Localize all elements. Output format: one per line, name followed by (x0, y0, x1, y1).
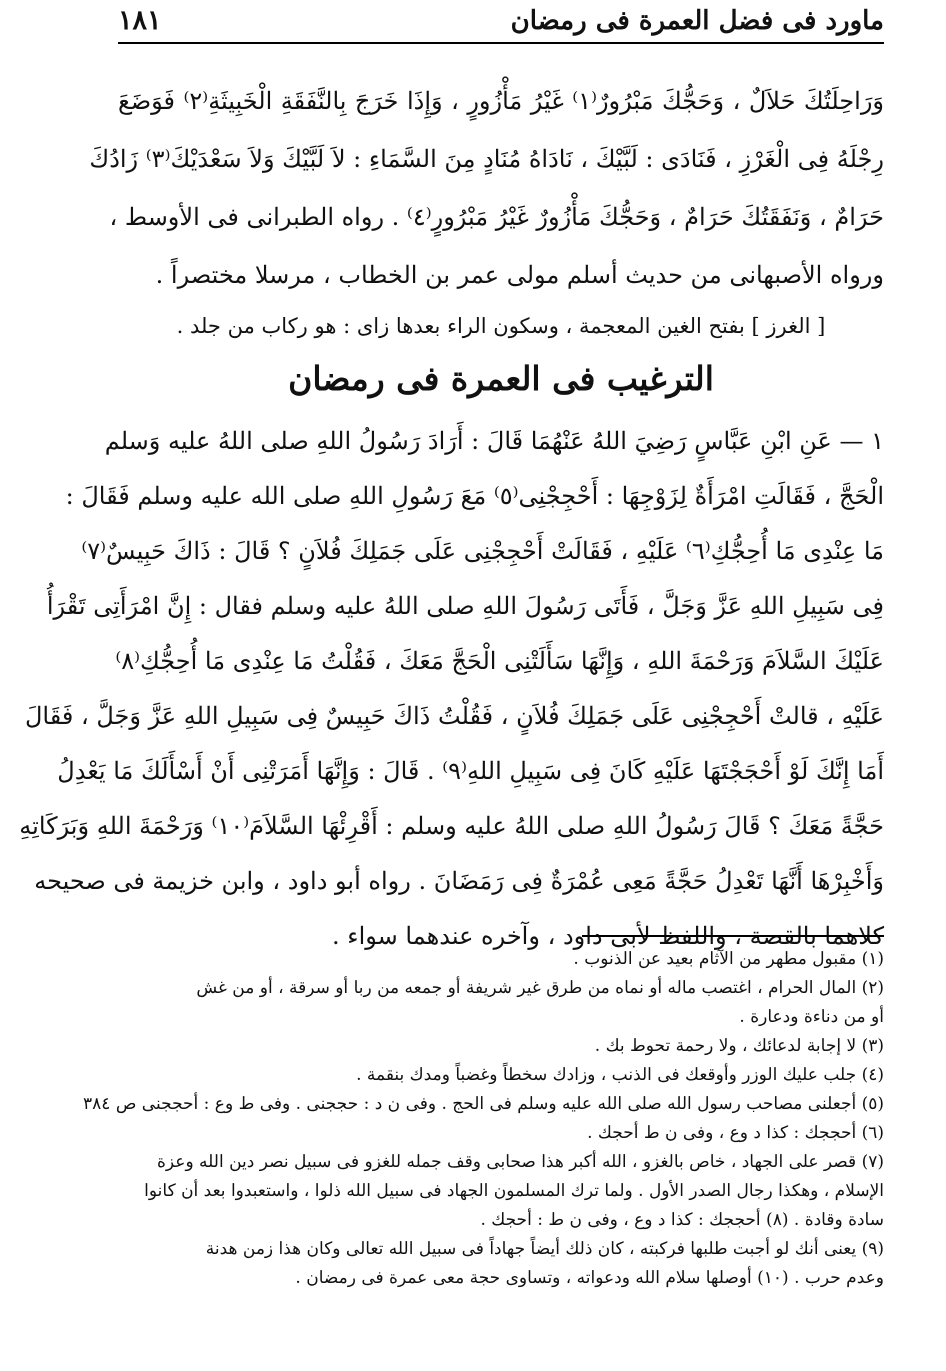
gloss-note: [ الغرز ] بفتح الغين المعجمة ، وسكون الراء بعدها زاى : هو ركاب من جلد . (176, 314, 826, 338)
footnote-line: (٤) جلب عليك الوزر وأوقعك فى الذنب ، وزادك سخطاً وغضباً ومدك بنقمة . (356, 1065, 884, 1085)
text-line: مَا عِنْدِى مَا أُحِجُّكِ⁽٦⁾ عَلَيْهِ ، فَقَالَتْ أَحْجِجْنِى عَلَى جَمَلِكَ فُلاَنٍ ؟ قَالَ : ذَاكَ حَبِيسٌ⁽٧⁾ (81, 537, 884, 565)
text-line: عَلَيْكَ السَّلاَمَ وَرَحْمَةَ اللهِ ، وَإِنَّهَا سَأَلَتْنِى الْحَجَّ مَعَكَ ، فَقُلْتُ مَا عِنْدِى مَا أُحِجُّكِ⁽٨⁾ (115, 647, 884, 675)
text-line: فِى سَبِيلِ اللهِ عَزَّ وَجَلَّ ، فَأَتَى رَسُولَ اللهِ صلى اللهُ عليه وسلم فقال : إِنَّ امْرَأَتِى تَقْرَأُ (46, 592, 884, 620)
text-line: أَمَا إِنَّكَ لَوْ أَحْجَجْتَهَا عَلَيْهِ كَانَ فِى سَبِيلِ اللهِ⁽٩⁾ . قَالَ : وَإِنَّهَا أَمَرَتْنِى أَنْ أَسْأَلَكَ مَا يَعْدِلُ (57, 757, 884, 785)
section-title: الترغيب فى العمرة فى رمضان (288, 359, 714, 398)
footnote-line: الإسلام ، وهكذا رجال الصدر الأول . ولما ترك المسلمون الجهاد فى سبيل الله ذلوا ، واستعبدوا بعد أن كانوا (144, 1181, 884, 1201)
text-line: ١ — عَنِ ابْنِ عَبَّاسٍ رَضِيَ اللهُ عَنْهُمَا قَالَ : أَرَادَ رَسُولُ اللهِ صلى اللهُ عليه وَسلم (104, 427, 884, 455)
text-line: كلاهما بالقصة ، واللفظ لأبى داود ، وآخره عندهما سواء . (332, 922, 884, 950)
text-line: عَلَيْهِ ، قالتْ أَحْجِجْنِى عَلَى جَمَلِكَ فُلاَنٍ ، فَقُلْتُ ذَاكَ حَبِيسٌ فِى سَبِيلِ اللهِ عَزَّ وَجَلَّ ، فَقَالَ (24, 702, 884, 730)
footnote-line: أو من دناءة ودعارة . (739, 1007, 884, 1027)
hadith-paragraph (19, 414, 884, 964)
text-line: وَأَخْبِرْهَا أَنَّهَا تَعْدِلُ حَجَّةً مَعِى عُمْرَةٌ فِى رَمَضَانَ . رواه أبو داود ، وابن خزيمة فى صحيحه (34, 867, 884, 895)
running-header (118, 0, 884, 36)
text-line: ورواه الأصبهانى من حديث أسلم مولى عمر بن الخطاب ، مرسلا مختصراً . (155, 261, 884, 289)
text-line: حَجَّةً مَعَكَ ؟ قَالَ رَسُولُ اللهِ صلى اللهُ عليه وسلم : أَقْرِئْهَا السَّلاَمَ⁽١٠⁾ وَرَحْمَةَ اللهِ وَبَرَكَاتِهِ (19, 812, 884, 840)
footnotes (83, 945, 884, 1293)
running-title: ماورد فى فضل العمرة فى رمضان (510, 6, 884, 36)
footnote-line: (٣) لا إجابة لدعائك ، ولا رحمة تحوط بك . (594, 1036, 884, 1056)
footnote-line: (٩) يعنى أنك لو أجبت طلبها فركبته ، كان ذلك أيضاً جهاداً فى سبيل الله تعالى وكان هذا زمن هدنة (205, 1239, 884, 1259)
footnote-line: (٧) قصر على الجهاد ، خاص بالغزو ، الله أكبر هذا صحابى وقف جمله للغزو فى سبيل نصر دين الله وعزة (157, 1152, 884, 1172)
text-line: حَرَامٌ ، وَنَفَقَتُكَ حَرَامٌ ، وَحَجُّكَ مَأْزُورٌ غَيْرُ مَبْرُورٍ⁽٤⁾ . رواه الطبرانى فى الأوسط ، (109, 203, 884, 231)
footnote-line: (٥) أجعلنى مصاحب رسول الله صلى الله عليه وسلم فى الحج . وفى ن د : حججنى . وفى ط وع : أحججنى ص ٣٨٤ (83, 1094, 884, 1114)
intro-paragraph (89, 72, 885, 304)
footnote-rule (582, 935, 884, 937)
text-line: رِجْلَهُ فِى الْغَرْزِ ، فَنَادَى : لَبَّيْكَ ، نَادَاهُ مُنَادٍ مِنَ السَّمَاءِ : لاَ لَبَّيْكَ وَلاَ سَعْدَيْكَ⁽٣⁾ زَادُكَ (89, 145, 884, 173)
header-rule (118, 42, 884, 44)
footnote-line: (١) مقبول مطهر من الآثام بعيد عن الذنوب . (573, 949, 884, 969)
footnote-line: وعدم حرب . (١٠) أوصلها سلام الله ودعواته ، وتساوى حجة معى عمرة فى رمضان . (295, 1268, 884, 1288)
text-line: وَرَاحِلَتُكَ حَلاَلٌ ، وَحَجُّكَ مَبْرُورٌ⁽١⁾ غَيْرُ مَأْزُورٍ ، وَإِذَا خَرَجَ بِالنَّفَقَةِ الْخَبِيثَةِ⁽٢⁾ فَوَضَعَ (118, 87, 885, 115)
footnote-line: سادة وقادة . (٨) أحججك : كذا د وع ، وفى ن ط : أحجك . (480, 1210, 884, 1230)
footnote-line: (٢) المال الحرام ، اغتصب ماله أو نماه من طرق غير شريفة أو جمعه من ربا أو سرقة ، أو من غش (196, 978, 884, 998)
text-line: الْحَجَّ ، فَقَالَتِ امْرَأَةٌ لِزَوْجِهَا : أَحْجِجْنِى⁽٥⁾ مَعَ رَسُولِ اللهِ صلى الله عليه وسلم فَقَالَ : (65, 482, 884, 510)
footnote-line: (٦) أحججك : كذا د وع ، وفى ن ط أحجك . (587, 1123, 884, 1143)
page-number: ١٨١ (118, 5, 162, 36)
